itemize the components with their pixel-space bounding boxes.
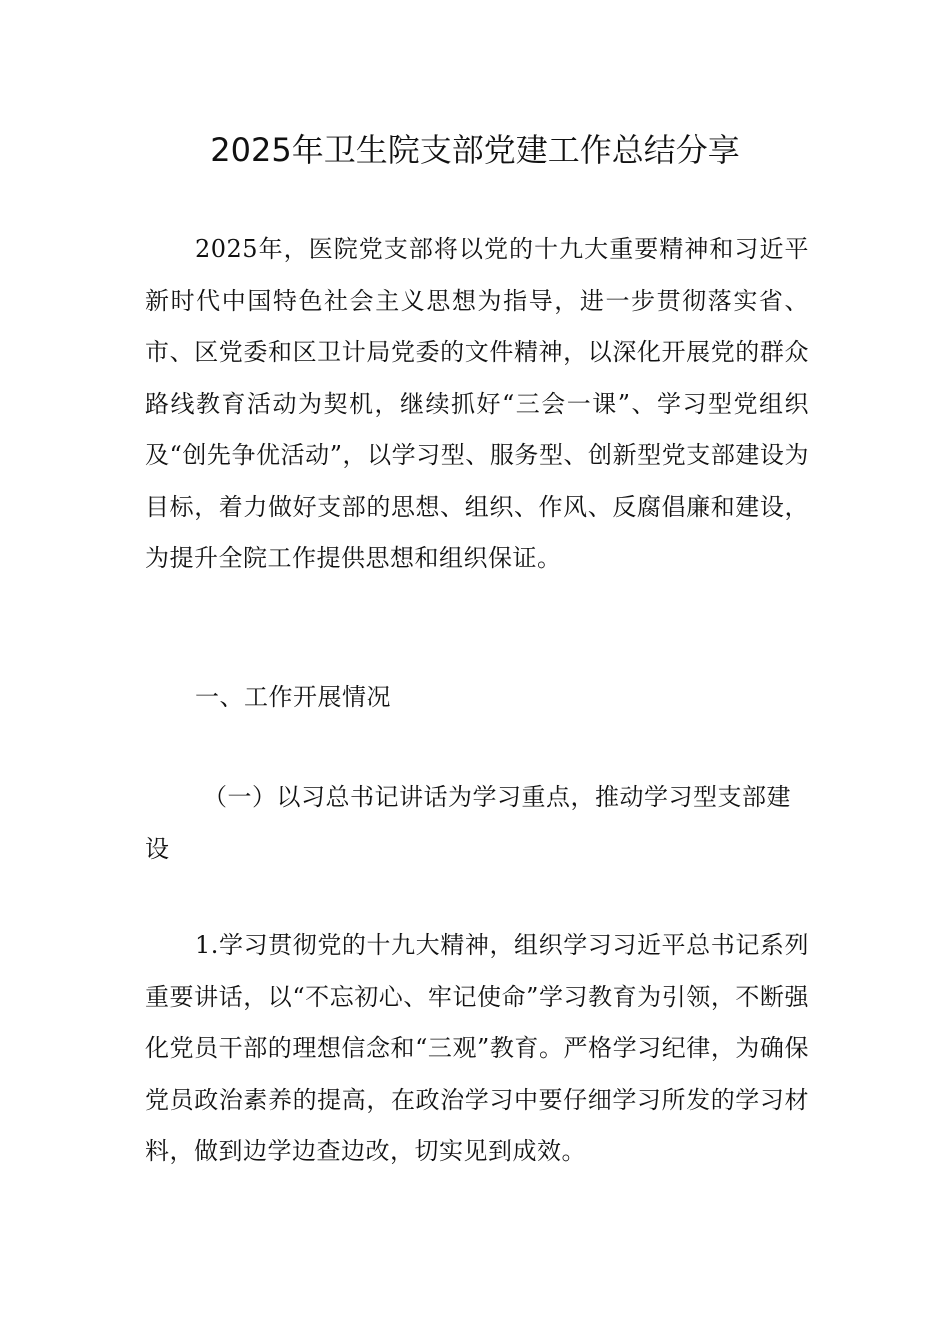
document-title: 2025年卫生院支部党建工作总结分享 xyxy=(210,131,740,169)
subsection-heading: （一）以习总书记讲话为学习重点，推动学习型支部建设 xyxy=(145,783,791,863)
body-paragraph: 1.学习贯彻党的十九大精神，组织学习习近平总书记系列重要讲话，以“不忘初心、牢记使命”学习教育为引领，不断强化党员干部的理想信念和“三观”教育。严格学习纪律，为确保党员政治素养的提高，在政治学习中要仔细学习所发的学习材料，做到边学边查边改，切实见到成效。 xyxy=(145,931,809,1165)
section-heading: 一、工作开展情况 xyxy=(195,683,391,711)
intro-paragraph: 2025年，医院党支部将以党的十九大重要精神和习近平新时代中国特色社会主义思想为指导，进一步贯彻落实省、市、区党委和区卫计局党委的文件精神，以深化开展党的群众路线教育活动为契机，继续抓好“三会一课”、学习型党组织及“创先争优活动”，以学习型、服务型、创新型党支部建设为目标，着力做好支部的思想、组织、作风、反腐倡廉和建设，为提升全院工作提供思想和组织保证。 xyxy=(145,235,809,572)
